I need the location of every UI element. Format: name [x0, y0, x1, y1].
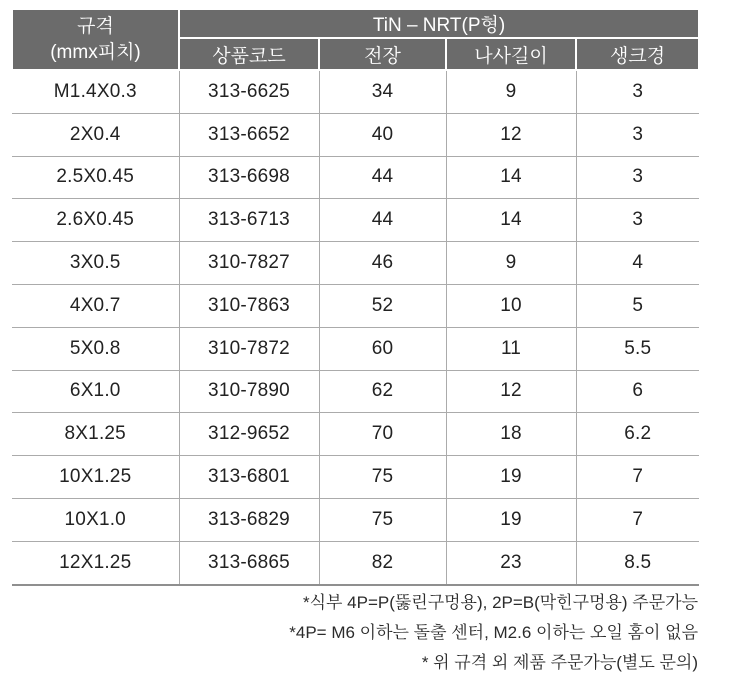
total-length-cell: 82 [319, 541, 446, 584]
column-header-shank-diameter: 생크경 [576, 38, 699, 70]
thread-length-cell: 12 [446, 113, 576, 156]
shank-diameter-cell: 7 [576, 498, 699, 541]
table-row [12, 284, 699, 327]
total-length-cell: 40 [319, 113, 446, 156]
thread-length-cell: 19 [446, 498, 576, 541]
table-row [12, 498, 699, 541]
spec-table [11, 8, 700, 586]
total-length-cell: 46 [319, 242, 446, 285]
product-code-cell: 313-6652 [179, 113, 319, 156]
note-line: *식부 4P=P(뚫린구멍용), 2P=B(막힌구멍용) 주문가능 [302, 593, 698, 612]
group-header-row [12, 9, 699, 38]
spec-header-line1: 규격 [77, 15, 114, 37]
spec-cell: 6X1.0 [12, 370, 179, 413]
thread-length-cell: 11 [446, 327, 576, 370]
spec-cell: 2.5X0.45 [12, 156, 179, 199]
thread-length-cell: 14 [446, 199, 576, 242]
total-length-cell: 75 [319, 498, 446, 541]
column-header-product-code: 상품코드 [179, 38, 319, 70]
shank-diameter-cell: 8.5 [576, 541, 699, 584]
table-row [12, 327, 699, 370]
thread-length-cell: 9 [446, 242, 576, 285]
product-code-cell: 310-7890 [179, 370, 319, 413]
shank-diameter-cell: 3 [576, 199, 699, 242]
spec-cell: 2.6X0.45 [12, 199, 179, 242]
footnotes [289, 588, 698, 678]
product-code-cell: 313-6713 [179, 199, 319, 242]
total-length-cell: 34 [319, 70, 446, 113]
shank-diameter-cell: 6.2 [576, 413, 699, 456]
total-length-cell: 60 [319, 327, 446, 370]
spec-cell: M1.4X0.3 [12, 70, 179, 113]
table-header [12, 9, 699, 70]
total-length-cell: 62 [319, 370, 446, 413]
table-row [12, 156, 699, 199]
table-row [12, 541, 699, 584]
product-code-cell: 310-7827 [179, 242, 319, 285]
shank-diameter-cell: 7 [576, 456, 699, 499]
shank-diameter-cell: 3 [576, 70, 699, 113]
spec-cell: 3X0.5 [12, 242, 179, 285]
spec-cell: 10X1.25 [12, 456, 179, 499]
product-code-cell: 313-6829 [179, 498, 319, 541]
note-line: *4P= M6 이하는 돌출 센터, M2.6 이하는 오일 홈이 없음 [289, 623, 698, 642]
spec-cell: 12X1.25 [12, 541, 179, 584]
thread-length-cell: 9 [446, 70, 576, 113]
thread-length-cell: 12 [446, 370, 576, 413]
total-length-cell: 70 [319, 413, 446, 456]
spec-column-header [12, 9, 179, 70]
product-code-cell: 313-6865 [179, 541, 319, 584]
product-code-cell: 310-7863 [179, 284, 319, 327]
total-length-cell: 44 [319, 199, 446, 242]
thread-length-cell: 23 [446, 541, 576, 584]
thread-length-cell: 14 [446, 156, 576, 199]
thread-length-cell: 18 [446, 413, 576, 456]
shank-diameter-cell: 5.5 [576, 327, 699, 370]
shank-diameter-cell: 6 [576, 370, 699, 413]
table-row [12, 242, 699, 285]
spec-cell: 10X1.0 [12, 498, 179, 541]
table-row [12, 70, 699, 113]
spec-cell: 4X0.7 [12, 284, 179, 327]
product-code-cell: 312-9652 [179, 413, 319, 456]
total-length-cell: 75 [319, 456, 446, 499]
total-length-cell: 52 [319, 284, 446, 327]
shank-diameter-cell: 3 [576, 156, 699, 199]
table-row [12, 413, 699, 456]
note-line: * 위 규격 외 제품 주문가능(별도 문의) [421, 653, 698, 672]
column-header-total-length: 전장 [319, 38, 446, 70]
shank-diameter-cell: 3 [576, 113, 699, 156]
product-code-cell: 310-7872 [179, 327, 319, 370]
product-code-cell: 313-6625 [179, 70, 319, 113]
thread-length-cell: 19 [446, 456, 576, 499]
table-row [12, 113, 699, 156]
column-header-thread-length: 나사길이 [446, 38, 576, 70]
total-length-cell: 44 [319, 156, 446, 199]
spec-header-line2: (mmx피치) [50, 41, 141, 63]
table-row [12, 370, 699, 413]
spec-cell: 2X0.4 [12, 113, 179, 156]
shank-diameter-cell: 5 [576, 284, 699, 327]
table-row [12, 456, 699, 499]
thread-length-cell: 10 [446, 284, 576, 327]
shank-diameter-cell: 4 [576, 242, 699, 285]
table-body [12, 70, 699, 585]
product-code-cell: 313-6698 [179, 156, 319, 199]
table-row [12, 199, 699, 242]
spec-cell: 8X1.25 [12, 413, 179, 456]
product-code-cell: 313-6801 [179, 456, 319, 499]
group-header: TiN – NRT(P형) [179, 9, 699, 38]
spec-cell: 5X0.8 [12, 327, 179, 370]
